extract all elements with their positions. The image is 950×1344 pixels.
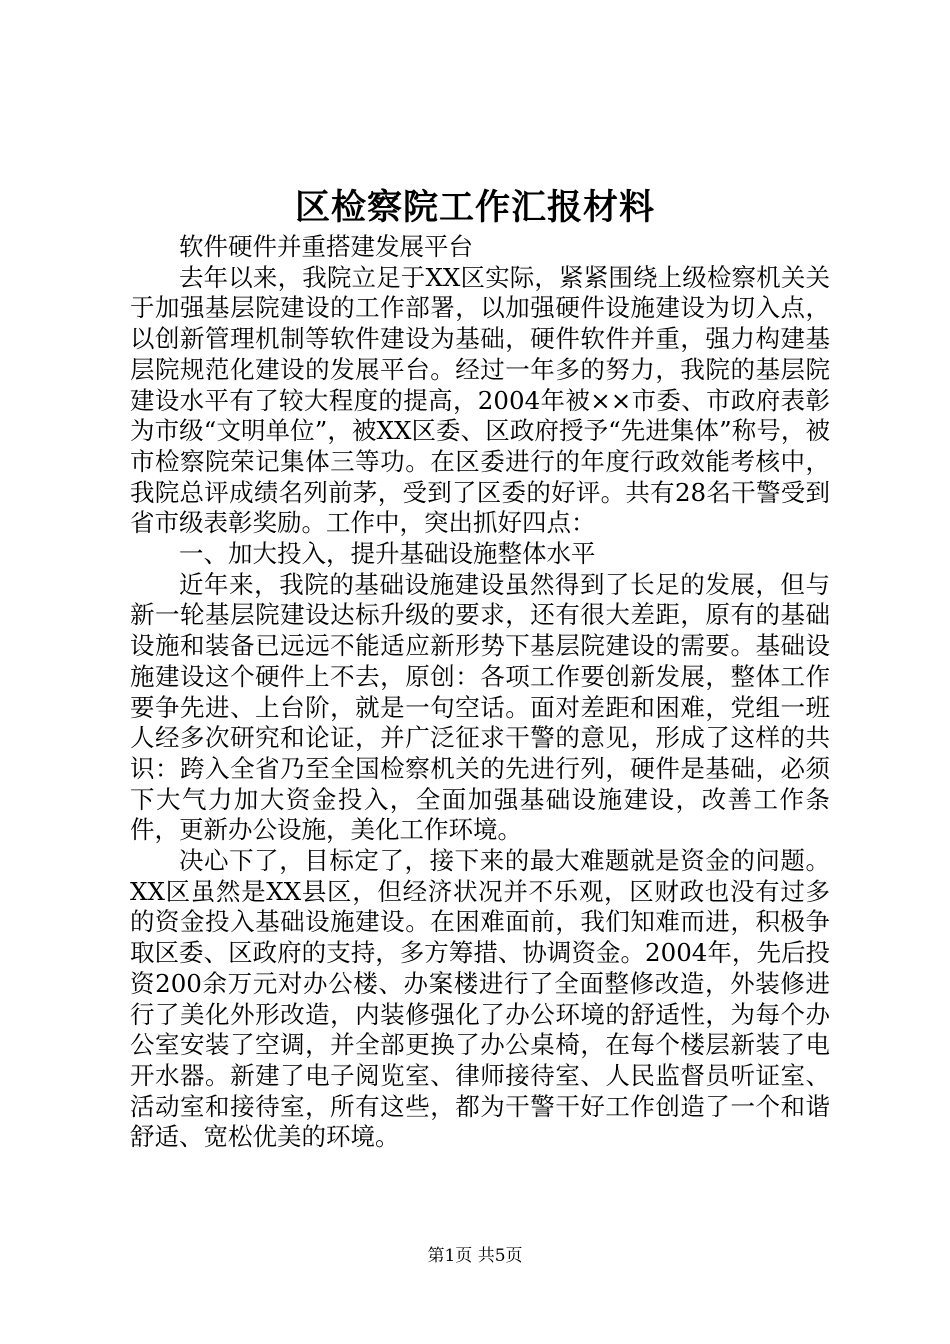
paragraph-intro: 去年以来，我院立足于XX区实际，紧紧围绕上级检察机关关于加强基层院建设的工作部署，以加强硬件设施建设为切入点，以创新管理机制等软件建设为基础，硬件软件并重，强力构建基层院规范化建设的发展平台。经过一年多的努力，我院的基层院建设水平有了较大程度的提高，2004年被××市委、市政府表彰为市级“文明单位”，被XX区委、区政府授予“先进集体”称号，被市检察院荣记集体三等功。在区委进行的年度行政效能考核中，我院总评成绩名列前茅，受到了区委的好评。共有28名干警受到省市级表彰奖励。工作中，突出抓好四点： bbox=[130, 262, 830, 538]
section-heading-1: 一、加大投入，提升基础设施整体水平 bbox=[179, 539, 596, 569]
document-title: 区检察院工作汇报材料 bbox=[294, 187, 655, 228]
page-footer: 第1页 共5页 bbox=[427, 1246, 523, 1266]
paragraph-infrastructure: 近年来，我院的基础设施建设虽然得到了长足的发展，但与新一轮基层院建设达标升级的要求，还有很大差距，原有的基础设施和装备已远远不能适应新形势下基层院建设的需要。基础设施建设这个硬件上不去，原创：各项工作要创新发展，整体工作要争先进、上台阶，就是一句空话。面对差距和困难，党组一班人经多次研究和论证，并广泛征求干警的意见，形成了这样的共识：跨入全省乃至全国检察机关的先进行列，硬件是基础，必须下大气力加大资金投入，全面加强基础设施建设，改善工作条件，更新办公设施，美化工作环境。 bbox=[130, 569, 830, 845]
paragraph-subtitle: 软件硬件并重搭建发展平台 bbox=[179, 232, 473, 261]
paragraph-funding: 决心下了，目标定了，接下来的最大难题就是资金的问题。XX区虽然是XX县区，但经济状况并不乐观，区财政也没有过多的资金投入基础设施建设。在困难面前，我们知难而进，积极争取区委、区政府的支持，多方筹措、协调资金。2004年，先后投资200余万元对办公楼、办案楼进行了全面整修改造，外装修进行了美化外形改造，内装修强化了办公环境的舒适性，为每个办公室安装了空调，并全部更换了办公桌椅，在每个楼层新装了电开水器。新建了电子阅览室、律师接待室、人民监督员听证室、活动室和接待室，所有这些，都为干警干好工作创造了一个和谐舒适、宽松优美的环境。 bbox=[130, 846, 830, 1152]
document-body bbox=[130, 232, 830, 1153]
